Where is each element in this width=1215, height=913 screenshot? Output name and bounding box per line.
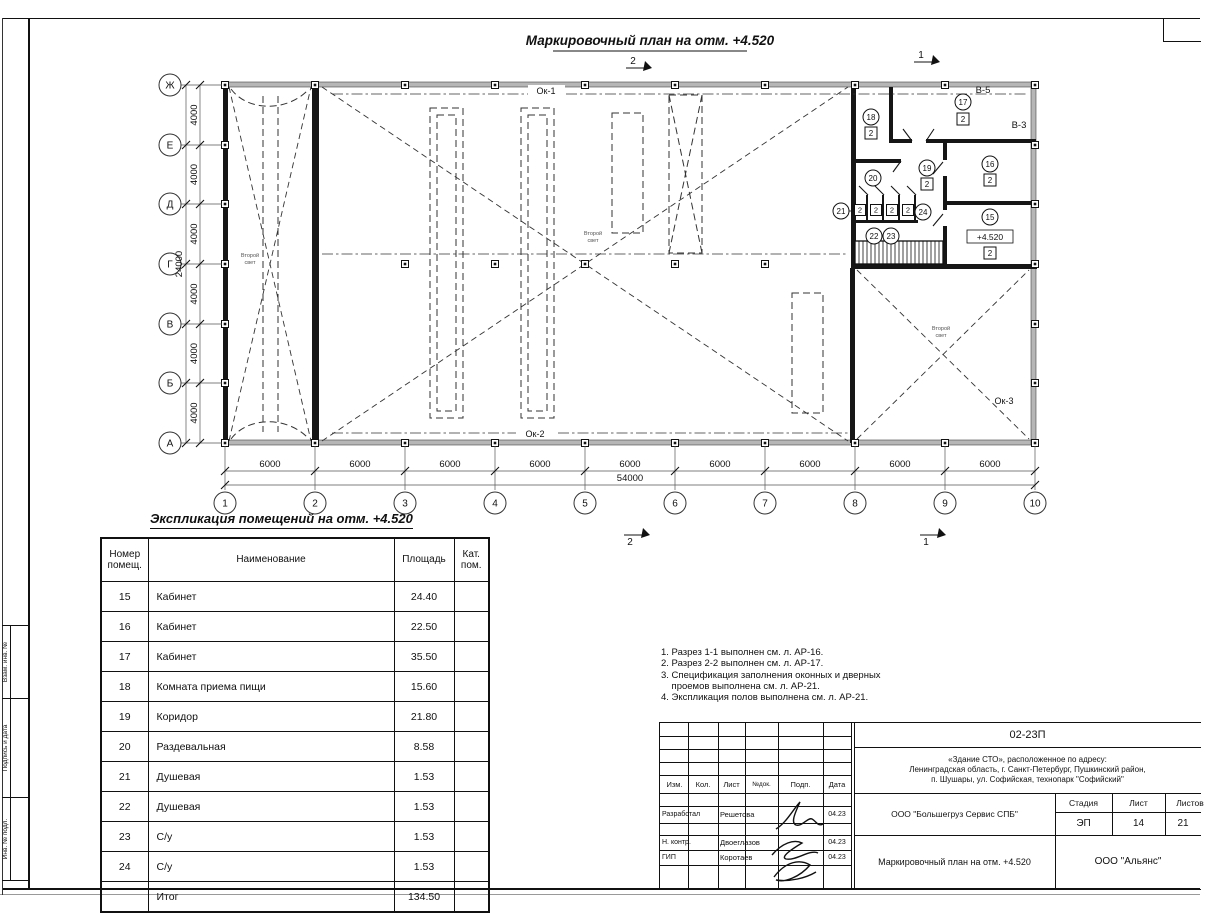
row-axis-label: Ж (165, 80, 175, 92)
column-marker-core (224, 263, 227, 266)
bay-dimension: 6000 (529, 459, 551, 470)
strip-label: Подпись и дата (1, 724, 9, 771)
second-light-text: свет (244, 260, 256, 266)
room-cat-cell (454, 702, 489, 732)
date-value: 04.23 (828, 839, 846, 846)
room-area-cell: 8.58 (394, 732, 454, 762)
room-type: 2 (868, 128, 874, 138)
column-marker-core (224, 84, 227, 87)
company-name: ООО "Альянс" (1094, 856, 1162, 867)
room-area-cell: 21.80 (394, 702, 454, 732)
room-number: 15 (985, 212, 995, 222)
table-column-header: Наименование (148, 538, 394, 582)
room-name-cell: Кабинет (148, 642, 394, 672)
stamp-vline (854, 723, 855, 888)
column-marker-core (404, 263, 407, 266)
room-name-cell: Раздевальная (148, 732, 394, 762)
column-marker-core (404, 442, 407, 445)
note-line: 3. Спецификация заполнения оконных и дверных (661, 669, 881, 681)
room-number: 23 (886, 231, 896, 241)
stamp-vline (851, 723, 852, 888)
col-axis-label: 5 (582, 498, 588, 510)
room-number: 22 (869, 231, 879, 241)
section-label: 1 (923, 537, 929, 548)
room-number: 17 (958, 97, 968, 107)
room-area-cell: 35.50 (394, 642, 454, 672)
room-type: 2 (924, 179, 930, 189)
room-num-cell: 24 (101, 852, 148, 882)
row-axis-label: Е (166, 140, 174, 152)
window-mark-ok3: Ок-3 (994, 396, 1014, 406)
table-column-header: Номер помещ. (101, 538, 148, 582)
role-label: ГИП (662, 854, 676, 861)
table-column-header: Кат. пом. (454, 538, 489, 582)
second-light-text: Второй (240, 253, 260, 259)
bay-dimension: 6000 (619, 459, 641, 470)
role-label: Н. контр. (662, 839, 691, 846)
table-column-header: Площадь (394, 538, 454, 582)
col-axis-label: 9 (942, 498, 948, 510)
column-marker-core (224, 382, 227, 385)
row-dimension: 4000 (189, 163, 200, 186)
object-address-line: п. Шушары, ул. Софийская, технопарк "Софийский" (931, 775, 1124, 785)
row-dimension: 4000 (189, 104, 200, 126)
room-area-cell: 1.53 (394, 792, 454, 822)
stamp-col-header: №док. (752, 780, 771, 788)
strip-hline (2, 880, 28, 881)
room-area-cell: 1.53 (394, 762, 454, 792)
room-type: 2 (987, 175, 993, 185)
column-marker-core (224, 203, 227, 206)
room-cat-cell (454, 792, 489, 822)
bay-dimension: 6000 (889, 459, 911, 470)
column-marker-core (1034, 442, 1037, 445)
second-light-text: свет (587, 238, 599, 244)
window-mark-ok1: Ок-1 (536, 86, 556, 96)
stage-value: ЭП (1076, 818, 1091, 829)
second-light-labels (241, 230, 950, 339)
second-light-text: Второй (583, 231, 603, 237)
signature (772, 797, 827, 837)
object-address-line: Ленинградская область, г. Санкт-Петербург, Пушкинский район, (909, 764, 1146, 774)
room-num-cell: 22 (101, 792, 148, 822)
room-cat-cell (454, 852, 489, 882)
table-row (101, 702, 489, 732)
stamp-vline (778, 723, 779, 888)
table-row (101, 642, 489, 672)
column-marker-core (1034, 144, 1037, 147)
stage-label: Стадия (1069, 797, 1098, 808)
stamp-hline (854, 793, 1201, 794)
column-marker-core (764, 442, 767, 445)
column-marker-core (1034, 263, 1037, 266)
room-area-cell: 134.50 (394, 882, 454, 913)
vent-mark-v3: В-3 (1011, 120, 1027, 131)
room-num-cell: 16 (101, 612, 148, 642)
column-marker-core (1034, 84, 1037, 87)
table-row (101, 672, 489, 702)
room-type: 2 (889, 205, 895, 215)
column-marker-core (854, 84, 857, 87)
second-light-text: свет (935, 333, 947, 339)
room-number: 19 (922, 163, 932, 173)
room-number: 20 (868, 173, 878, 183)
total-width-dimension: 54000 (616, 473, 644, 484)
column-marker-core (674, 84, 677, 87)
room-area-cell: 15.60 (394, 672, 454, 702)
column-marker-core (224, 323, 227, 326)
table-row (101, 852, 489, 882)
note-line: 2. Разрез 2-2 выполнен см. л. АР-17. (661, 658, 824, 670)
sheet-label: Лист (1129, 797, 1148, 808)
elevation-mark: +4.520 (976, 232, 1004, 242)
sheets-label: Листов (1176, 797, 1204, 808)
section-mark-1-bottom (920, 528, 946, 548)
room-name-cell: С/у (148, 822, 394, 852)
room-type: 2 (873, 205, 879, 215)
bay-dimension: 6000 (349, 459, 371, 470)
room-cat-cell (454, 612, 489, 642)
note-line: 4. Экспликация полов выполнена см. л. АР-21. (661, 692, 869, 704)
column-marker-core (764, 263, 767, 266)
col-axis-label: 10 (1029, 498, 1041, 510)
stamp-vline (1112, 793, 1113, 835)
room-area-cell: 24.40 (394, 582, 454, 612)
explication-title: Экспликация помещений на отм. +4.520 (150, 511, 413, 529)
col-axis-label: 2 (312, 498, 318, 510)
person-name: Решетова (720, 810, 755, 819)
column-marker-core (494, 442, 497, 445)
column-marker-core (1034, 382, 1037, 385)
role-label: Разработал (662, 811, 701, 818)
room-cat-cell (454, 732, 489, 762)
room-cat-cell (454, 642, 489, 672)
vent-mark-v5: В-5 (975, 85, 991, 96)
col-axis-label: 6 (672, 498, 678, 510)
window-mark-ok2: Ок-2 (525, 429, 545, 439)
row-dimension: 4000 (189, 402, 200, 424)
room-area-cell: 1.53 (394, 852, 454, 882)
column-marker-core (584, 442, 587, 445)
strip-hline (2, 698, 28, 699)
bay-dimension: 6000 (709, 459, 731, 470)
row-dimension: 4000 (189, 223, 200, 245)
column-marker-core (584, 84, 587, 87)
column-marker-core (944, 442, 947, 445)
bay-dimension: 6000 (979, 459, 1001, 470)
person-name: Коротаев (720, 853, 753, 862)
strip-hline (2, 797, 28, 798)
doc-number: 02-23П (1009, 729, 1046, 741)
notes-block (661, 647, 881, 703)
column-marker-core (494, 263, 497, 266)
column-marker-core (314, 84, 317, 87)
room-num-cell: 15 (101, 582, 148, 612)
room-cat-cell (454, 762, 489, 792)
room-number: 24 (918, 207, 928, 217)
room-cat-cell (454, 582, 489, 612)
room-type: 2 (960, 114, 966, 124)
room-num-cell: 18 (101, 672, 148, 702)
row-axis-label: В (166, 319, 174, 331)
title-block (659, 722, 1204, 890)
table-header-row (101, 538, 489, 582)
table-row (101, 792, 489, 822)
room-name-cell: Итог (148, 882, 394, 913)
stamp-col-header: Кол. (695, 779, 711, 789)
note-line: проемов выполнена см. л. АР-21. (661, 680, 820, 692)
table-row (101, 612, 489, 642)
table-row (101, 732, 489, 762)
object-address-line: «Здание СТО», расположенное по адресу: (948, 754, 1107, 764)
section-label: 1 (918, 50, 924, 61)
date-value: 04.23 (828, 854, 846, 861)
person-name: Двоеглазов (720, 838, 760, 847)
room-num-cell: 19 (101, 702, 148, 732)
row-dimension: 4000 (189, 342, 200, 365)
second-light-text: Второй (931, 326, 951, 332)
row-axis-label: Д (166, 199, 174, 211)
room-type: 2 (987, 248, 993, 258)
column-marker-core (314, 442, 317, 445)
table-row (101, 762, 489, 792)
stamp-vline (1165, 793, 1166, 835)
room-name-cell: Кабинет (148, 612, 394, 642)
stamp-vline (718, 723, 719, 888)
room-name-cell: Кабинет (148, 582, 394, 612)
room-number: 18 (866, 112, 876, 122)
room-name-cell: С/у (148, 852, 394, 882)
room-number: 21 (836, 206, 846, 216)
column-marker-core (764, 84, 767, 87)
room-type: 2 (905, 205, 911, 215)
stamp-vline (1055, 793, 1056, 888)
column-marker-core (1034, 203, 1037, 206)
stamp-hline (854, 835, 1201, 836)
row-axis-label: Г (167, 259, 173, 271)
column-marker-core (674, 442, 677, 445)
sheets-total: 21 (1177, 818, 1189, 829)
table-row (101, 582, 489, 612)
dashed-outlines (231, 89, 823, 439)
stamp-col-header: Подп. (790, 779, 811, 789)
room-area-cell: 1.53 (394, 822, 454, 852)
section-mark-1-top (914, 50, 940, 65)
stamp-col-header: Лист (723, 779, 740, 789)
col-axis-label: 8 (852, 498, 858, 510)
room-cat-cell (454, 672, 489, 702)
row-dimension: 4000 (189, 283, 200, 305)
table-row (101, 822, 489, 852)
room-area-cell: 22.50 (394, 612, 454, 642)
room-num-cell: 23 (101, 822, 148, 852)
column-marker-core (854, 442, 857, 445)
column-marker-core (584, 263, 587, 266)
column-marker-core (494, 84, 497, 87)
section-label: 2 (630, 56, 636, 67)
total-height-dimension: 24000 (174, 250, 185, 278)
room-name-cell: Коридор (148, 702, 394, 732)
col-axis-label: 4 (492, 498, 498, 510)
room-name-cell: Комната приема пищи (148, 672, 394, 702)
col-axis-label: 7 (762, 498, 768, 510)
column-marker-core (404, 84, 407, 87)
bay-dimension: 6000 (439, 459, 461, 470)
room-number: 16 (985, 159, 995, 169)
explication-table (100, 537, 490, 913)
room-num-cell: 17 (101, 642, 148, 672)
bay-dimension: 6000 (259, 459, 281, 470)
sheet-number: 14 (1132, 818, 1145, 829)
room-type: 2 (857, 205, 863, 215)
room-name-cell: Душевая (148, 792, 394, 822)
bay-dimension: 6000 (799, 459, 821, 470)
date-value: 04.23 (828, 811, 846, 818)
contractor-name: ООО "Большегруз Сервис СПБ" (891, 809, 1018, 819)
drawing-title: Маркировочный план на отм. +4.520 (878, 856, 1031, 867)
room-num-cell: 20 (101, 732, 148, 762)
col-axis-label: 3 (402, 498, 408, 510)
section-mark-2-top (626, 56, 652, 71)
room-name-cell: Душевая (148, 762, 394, 792)
section-mark-2-bottom (624, 528, 650, 548)
row-axis-label: А (166, 438, 174, 450)
section-label: 2 (627, 537, 633, 548)
stamp-col-header: Изм. (666, 779, 683, 789)
column-marker-core (1034, 323, 1037, 326)
stamp-hline (1055, 812, 1201, 813)
stamp-col-header: Дата (828, 779, 846, 789)
room-cat-cell (454, 882, 489, 913)
column-marker-core (224, 442, 227, 445)
column-marker-core (224, 144, 227, 147)
row-axis-label: Б (166, 378, 174, 390)
stamp-hline (854, 747, 1201, 748)
room-num-cell (101, 882, 148, 913)
strip-label: Инв. № подл. (1, 818, 9, 859)
column-marker-core (944, 84, 947, 87)
strip-label: Взам. инв. № (1, 641, 9, 682)
room-num-cell: 21 (101, 762, 148, 792)
col-axis-label: 1 (222, 498, 228, 510)
table-row (101, 882, 489, 913)
plan-title: Маркировочный план на отм. +4.520 (525, 33, 775, 48)
column-marker-core (674, 263, 677, 266)
note-line: 1. Разрез 1-1 выполнен см. л. АР-16. (661, 647, 824, 658)
room-cat-cell (454, 822, 489, 852)
